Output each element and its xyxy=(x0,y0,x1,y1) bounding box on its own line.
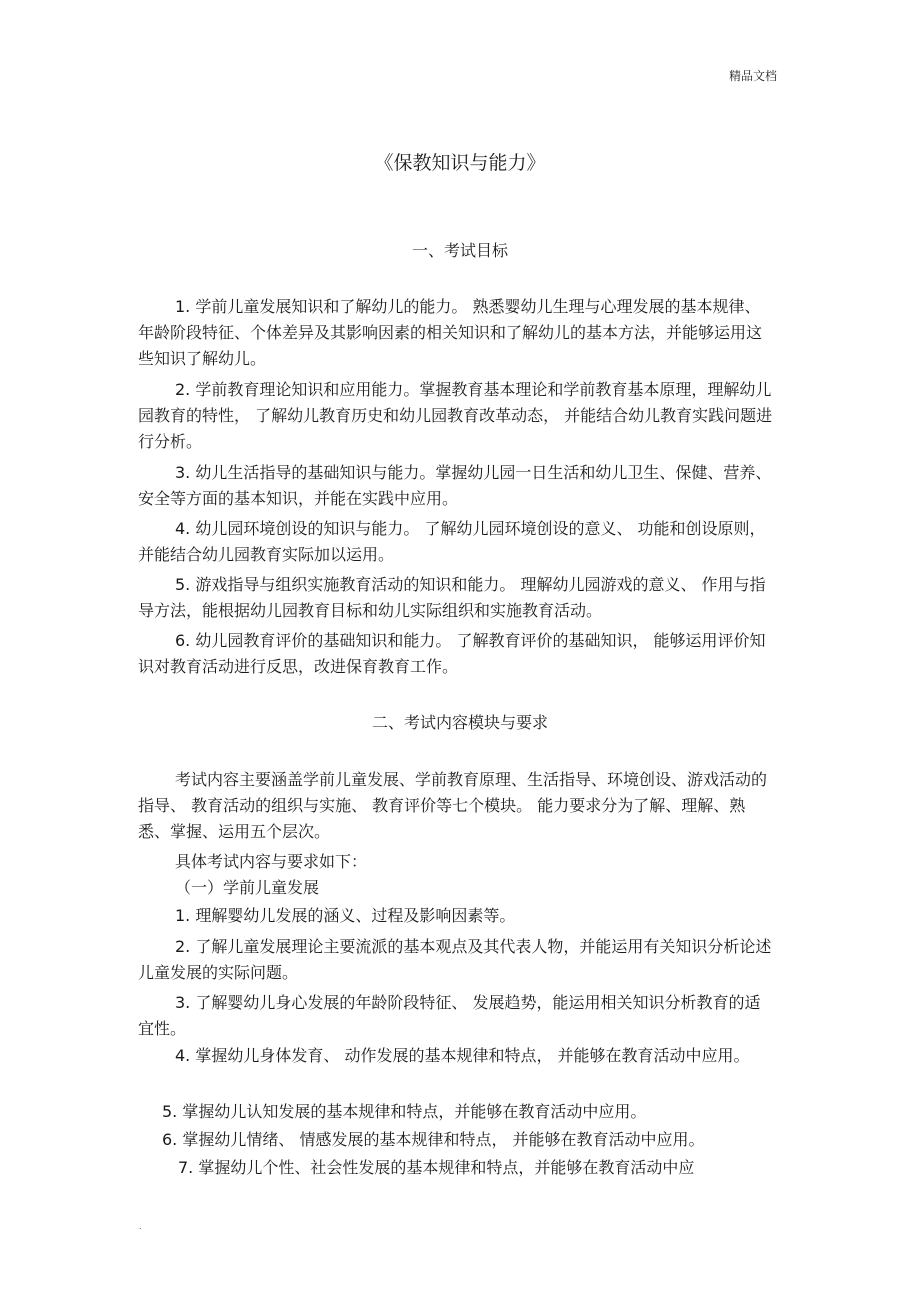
content-item-6: 6. 掌握幼儿情绪、 情感发展的基本规律和特点， 并能够在教育活动中应用。 xyxy=(162,1130,705,1149)
footer-mark: . xyxy=(139,1222,142,1231)
goal-item-5: 5. 游戏指导与组织实施教育活动的知识和能力。 理解幼儿园游戏的意义、 作用与指导方法，能根据幼儿园教育目标和幼儿实际组织和实施教育活动。 xyxy=(138,575,766,620)
content-item-1: 1. 理解婴幼儿发展的涵义、过程及影响因素等。 xyxy=(175,906,516,925)
subsection-heading-child-development: （一）学前儿童发展 xyxy=(175,878,320,897)
content-lead-text: 具体考试内容与要求如下： xyxy=(175,852,368,871)
section-heading-content-modules: 二、考试内容模块与要求 xyxy=(371,713,548,732)
content-item-7: 7. 掌握幼儿个性、社会性发展的基本规律和特点，并能够在教育活动中应 xyxy=(178,1158,695,1177)
goal-item-6: 6. 幼儿园教育评价的基础知识和能力。 了解教育评价的基础知识， 能够运用评价知识对教育活动进行反思，改进保育教育工作。 xyxy=(138,631,766,676)
content-item-3: 3. 了解婴幼儿身心发展的年龄阶段特征、 发展趋势，能运用相关知识分析教育的适宜性。 xyxy=(138,993,761,1038)
content-intro-paragraph: 考试内容主要涵盖学前儿童发展、学前教育原理、生活指导、环境创设、游戏活动的指导、 教育活动的组织与实施、 教育评价等七个模块。 能力要求分为了解、理解、熟悉、掌握、运用五个层次。 xyxy=(138,770,768,841)
goal-item-1: 1. 学前儿童发展知识和了解幼儿的能力。 熟悉婴幼儿生理与心理发展的基本规律、年龄阶段特征、个体差异及其影响因素的相关知识和了解幼儿的基本方法，并能够运用这些知识了解幼儿。 xyxy=(138,297,763,368)
content-item-2: 2. 了解儿童发展理论主要流派的基本观点及其代表人物，并能运用有关知识分析论述儿童发展的实际问题。 xyxy=(138,937,772,982)
goal-item-2: 2. 学前教育理论知识和应用能力。掌握教育基本理论和学前教育基本原理，理解幼儿园教育的特性， 了解幼儿教育历史和幼儿园教育改革动态， 并能结合幼儿教育实践问题进行分析。 xyxy=(138,380,773,451)
content-item-4: 4. 掌握幼儿身体发育、 动作发展的基本规律和特点， 并能够在教育活动中应用。 xyxy=(175,1046,750,1065)
content-item-5: 5. 掌握幼儿认知发展的基本规律和特点，并能够在教育活动中应用。 xyxy=(162,1102,647,1121)
goal-item-3: 3. 幼儿生活指导的基础知识与能力。掌握幼儿园一日生活和幼儿卫生、保健、营养、安全等方面的基本知识，并能在实践中应用。 xyxy=(138,463,772,508)
document-title: 《保教知识与能力》 xyxy=(374,152,546,174)
section-heading-exam-goals: 一、考试目标 xyxy=(411,241,508,260)
goal-item-4: 4. 幼儿园环境创设的知识与能力。 了解幼儿园环境创设的意义、 功能和创设原则，并能结合幼儿园教育实际加以运用。 xyxy=(138,519,766,564)
page-header-label: 精品文档 xyxy=(728,69,777,83)
